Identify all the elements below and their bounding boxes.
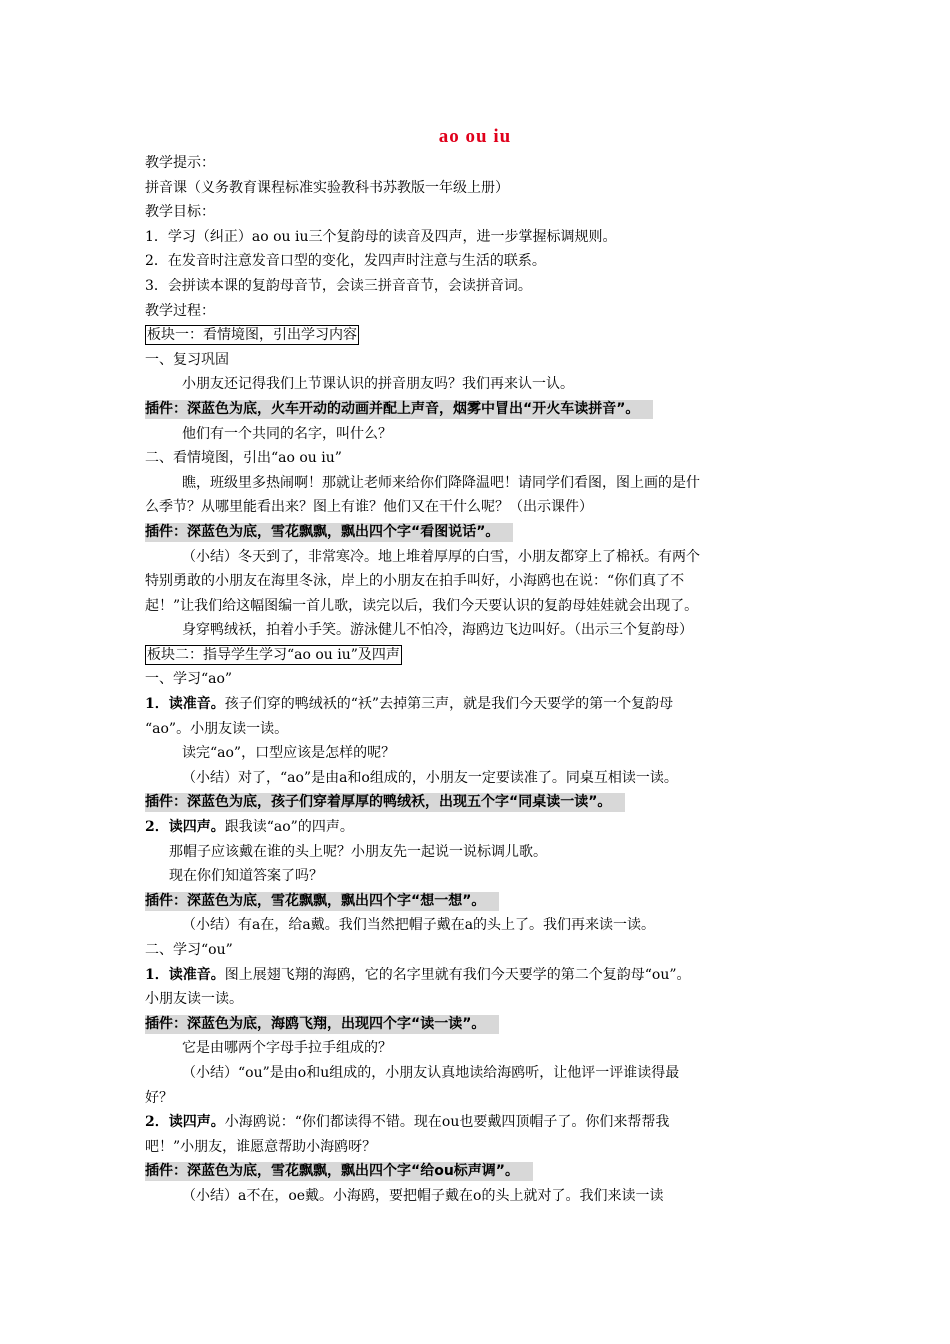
line-text: 1．学习（纠正）ao ou iu三个复韵母的读音及四声，进一步掌握标调规则。	[145, 228, 617, 245]
line-text: 一、复习巩固	[145, 351, 229, 368]
text-line	[145, 889, 807, 914]
document-body	[145, 151, 807, 1209]
line-text: 小海鸥说：“你们都读得不错。现在ou也要戴四顶帽子了。你们来帮帮我	[224, 1114, 670, 1131]
text-line	[145, 1184, 807, 1209]
line-text: （小结）a不在，oe戴。小海鸥，要把帽子戴在o的头上就对了。我们来读一读	[182, 1187, 664, 1204]
text-line	[145, 151, 807, 176]
section-heading: 板块一：看情境图，引出学习内容	[147, 327, 357, 344]
plugin-note: 插件：深蓝色为底，雪花飘飘，飘出四个字“看图说话”。	[145, 523, 513, 542]
plugin-note: 插件：深蓝色为底，火车开动的动画并配上声音，烟雾中冒出“开火车读拼音”。	[145, 400, 653, 419]
line-text: 么季节？从哪里能看出来？图上有谁？他们又在干什么呢？（出示课件）	[145, 499, 593, 516]
text-line	[145, 1012, 807, 1037]
line-text: 拼音课（义务教育课程标准实验教科书苏教版一年级上册）	[145, 179, 509, 196]
text-line	[145, 200, 807, 225]
line-text: 小朋友读一读。	[145, 991, 243, 1008]
line-text: 二、学习“ou”	[145, 942, 233, 958]
text-line	[145, 323, 807, 348]
line-text: 图上展翅飞翔的海鸥，它的名字里就有我们今天要学的第二个复韵母“ou”。	[224, 966, 691, 983]
text-line	[145, 618, 807, 643]
text-line	[145, 176, 807, 201]
text-line	[145, 471, 807, 496]
step-label: 2．读四声。	[145, 1114, 225, 1131]
text-line	[145, 274, 807, 299]
plugin-note: 插件：深蓝色为底，雪花飘飘，飘出四个字“给ou标声调”。	[145, 1162, 533, 1181]
line-text: 他们有一个共同的名字，叫什么？	[182, 425, 392, 442]
text-line	[145, 667, 807, 692]
text-line	[145, 692, 807, 717]
text-line	[145, 348, 807, 373]
line-text: （小结）冬天到了，非常寒冷。地上堆着厚厚的白雪，小朋友都穿上了棉袄。有两个	[182, 548, 700, 565]
line-text: 2．在发音时注意发音口型的变化，发四声时注意与生活的联系。	[145, 253, 546, 270]
text-line	[145, 249, 807, 274]
line-text: 起！”让我们给这幅图编一首儿歌，读完以后，我们今天要认识的复韵母娃娃就会出现了。	[145, 597, 699, 614]
line-text: “ao”。小朋友读一读。	[145, 720, 289, 737]
text-line	[145, 397, 807, 422]
text-line	[145, 987, 807, 1012]
line-text: 跟我读“ao”的四声。	[224, 819, 354, 836]
text-line	[145, 1159, 807, 1184]
text-line	[145, 545, 807, 570]
text-line	[145, 864, 807, 889]
text-line	[145, 766, 807, 791]
line-text: 孩子们穿的鸭绒袄的“袄”去掉第三声，就是我们今天要学的第一个复韵母	[224, 696, 674, 713]
step-label: 1．读准音。	[145, 696, 225, 713]
text-line	[145, 422, 807, 447]
text-line	[145, 299, 807, 324]
line-text: 吧！”小朋友，谁愿意帮助小海鸥呀？	[145, 1138, 377, 1155]
text-line	[145, 741, 807, 766]
line-text: 现在你们知道答案了吗？	[169, 868, 323, 885]
line-text: （小结）有a在，给a戴。我们当然把帽子戴在a的头上了。我们再来读一读。	[182, 917, 656, 934]
text-line	[145, 643, 807, 668]
text-line	[145, 963, 807, 988]
line-text: 教学过程：	[145, 302, 215, 319]
section-heading: 板块二：指导学生学习“ao ou iu”及四声	[147, 646, 400, 663]
line-text: 身穿鸭绒袄，拍着小手笑。游泳健儿不怕冷，海鸥边飞边叫好。（出示三个复韵母）	[182, 622, 693, 639]
text-line	[145, 446, 807, 471]
text-line	[145, 913, 807, 938]
text-line	[145, 790, 807, 815]
text-line	[145, 938, 807, 963]
text-line	[145, 569, 807, 594]
plugin-note: 插件：深蓝色为底，孩子们穿着厚厚的鸭绒袄，出现五个字“同桌读一读”。	[145, 793, 625, 812]
line-text: 读完“ao”，口型应该是怎样的呢？	[182, 745, 396, 762]
line-text: 教学目标：	[145, 204, 215, 221]
step-label: 1．读准音。	[145, 966, 225, 983]
plugin-note: 插件：深蓝色为底，雪花飘飘，飘出四个字“想一想”。	[145, 892, 499, 911]
text-line	[145, 1110, 807, 1135]
line-text: 好？	[145, 1089, 173, 1106]
text-line	[145, 372, 807, 397]
line-text: 小朋友还记得我们上节课认识的拼音朋友吗？我们再来认一认。	[182, 376, 574, 393]
step-label: 2．读四声。	[145, 819, 225, 836]
text-line	[145, 1036, 807, 1061]
text-line	[145, 1135, 807, 1160]
line-text: 特别勇敢的小朋友在海里冬泳，岸上的小朋友在拍手叫好，小海鸥也在说：“你们真了不	[145, 573, 685, 590]
text-line	[145, 225, 807, 250]
text-line	[145, 495, 807, 520]
line-text: （小结）对了，“ao”是由a和o组成的，小朋友一定要读准了。同桌互相读一读。	[182, 769, 678, 786]
text-line	[145, 840, 807, 865]
text-line	[145, 815, 807, 840]
text-line	[145, 1061, 807, 1086]
plugin-note: 插件：深蓝色为底，海鸥飞翔，出现四个字“读一读”。	[145, 1015, 499, 1034]
line-text: 那帽子应该戴在谁的头上呢？小朋友先一起说一说标调儿歌。	[169, 843, 547, 860]
text-line	[145, 594, 807, 619]
document-title: ao ou iu	[438, 126, 512, 147]
line-text: 教学提示：	[145, 155, 215, 171]
text-line	[145, 520, 807, 545]
text-line	[145, 717, 807, 742]
line-text: 二、看情境图，引出“ao ou iu”	[145, 450, 342, 467]
line-text: 瞧，班级里多热闹啊！那就让老师来给你们降降温吧！请同学们看图，图上画的是什	[182, 474, 700, 491]
text-line	[145, 1086, 807, 1111]
line-text: （小结）“ou”是由o和u组成的，小朋友认真地读给海鸥听，让他评一评谁读得最	[182, 1064, 680, 1081]
line-text: 它是由哪两个字母手拉手组成的？	[182, 1040, 392, 1057]
line-text: 一、学习“ao”	[145, 671, 233, 688]
line-text: 3．会拼读本课的复韵母音节，会读三拼音音节，会读拼音词。	[145, 277, 532, 294]
